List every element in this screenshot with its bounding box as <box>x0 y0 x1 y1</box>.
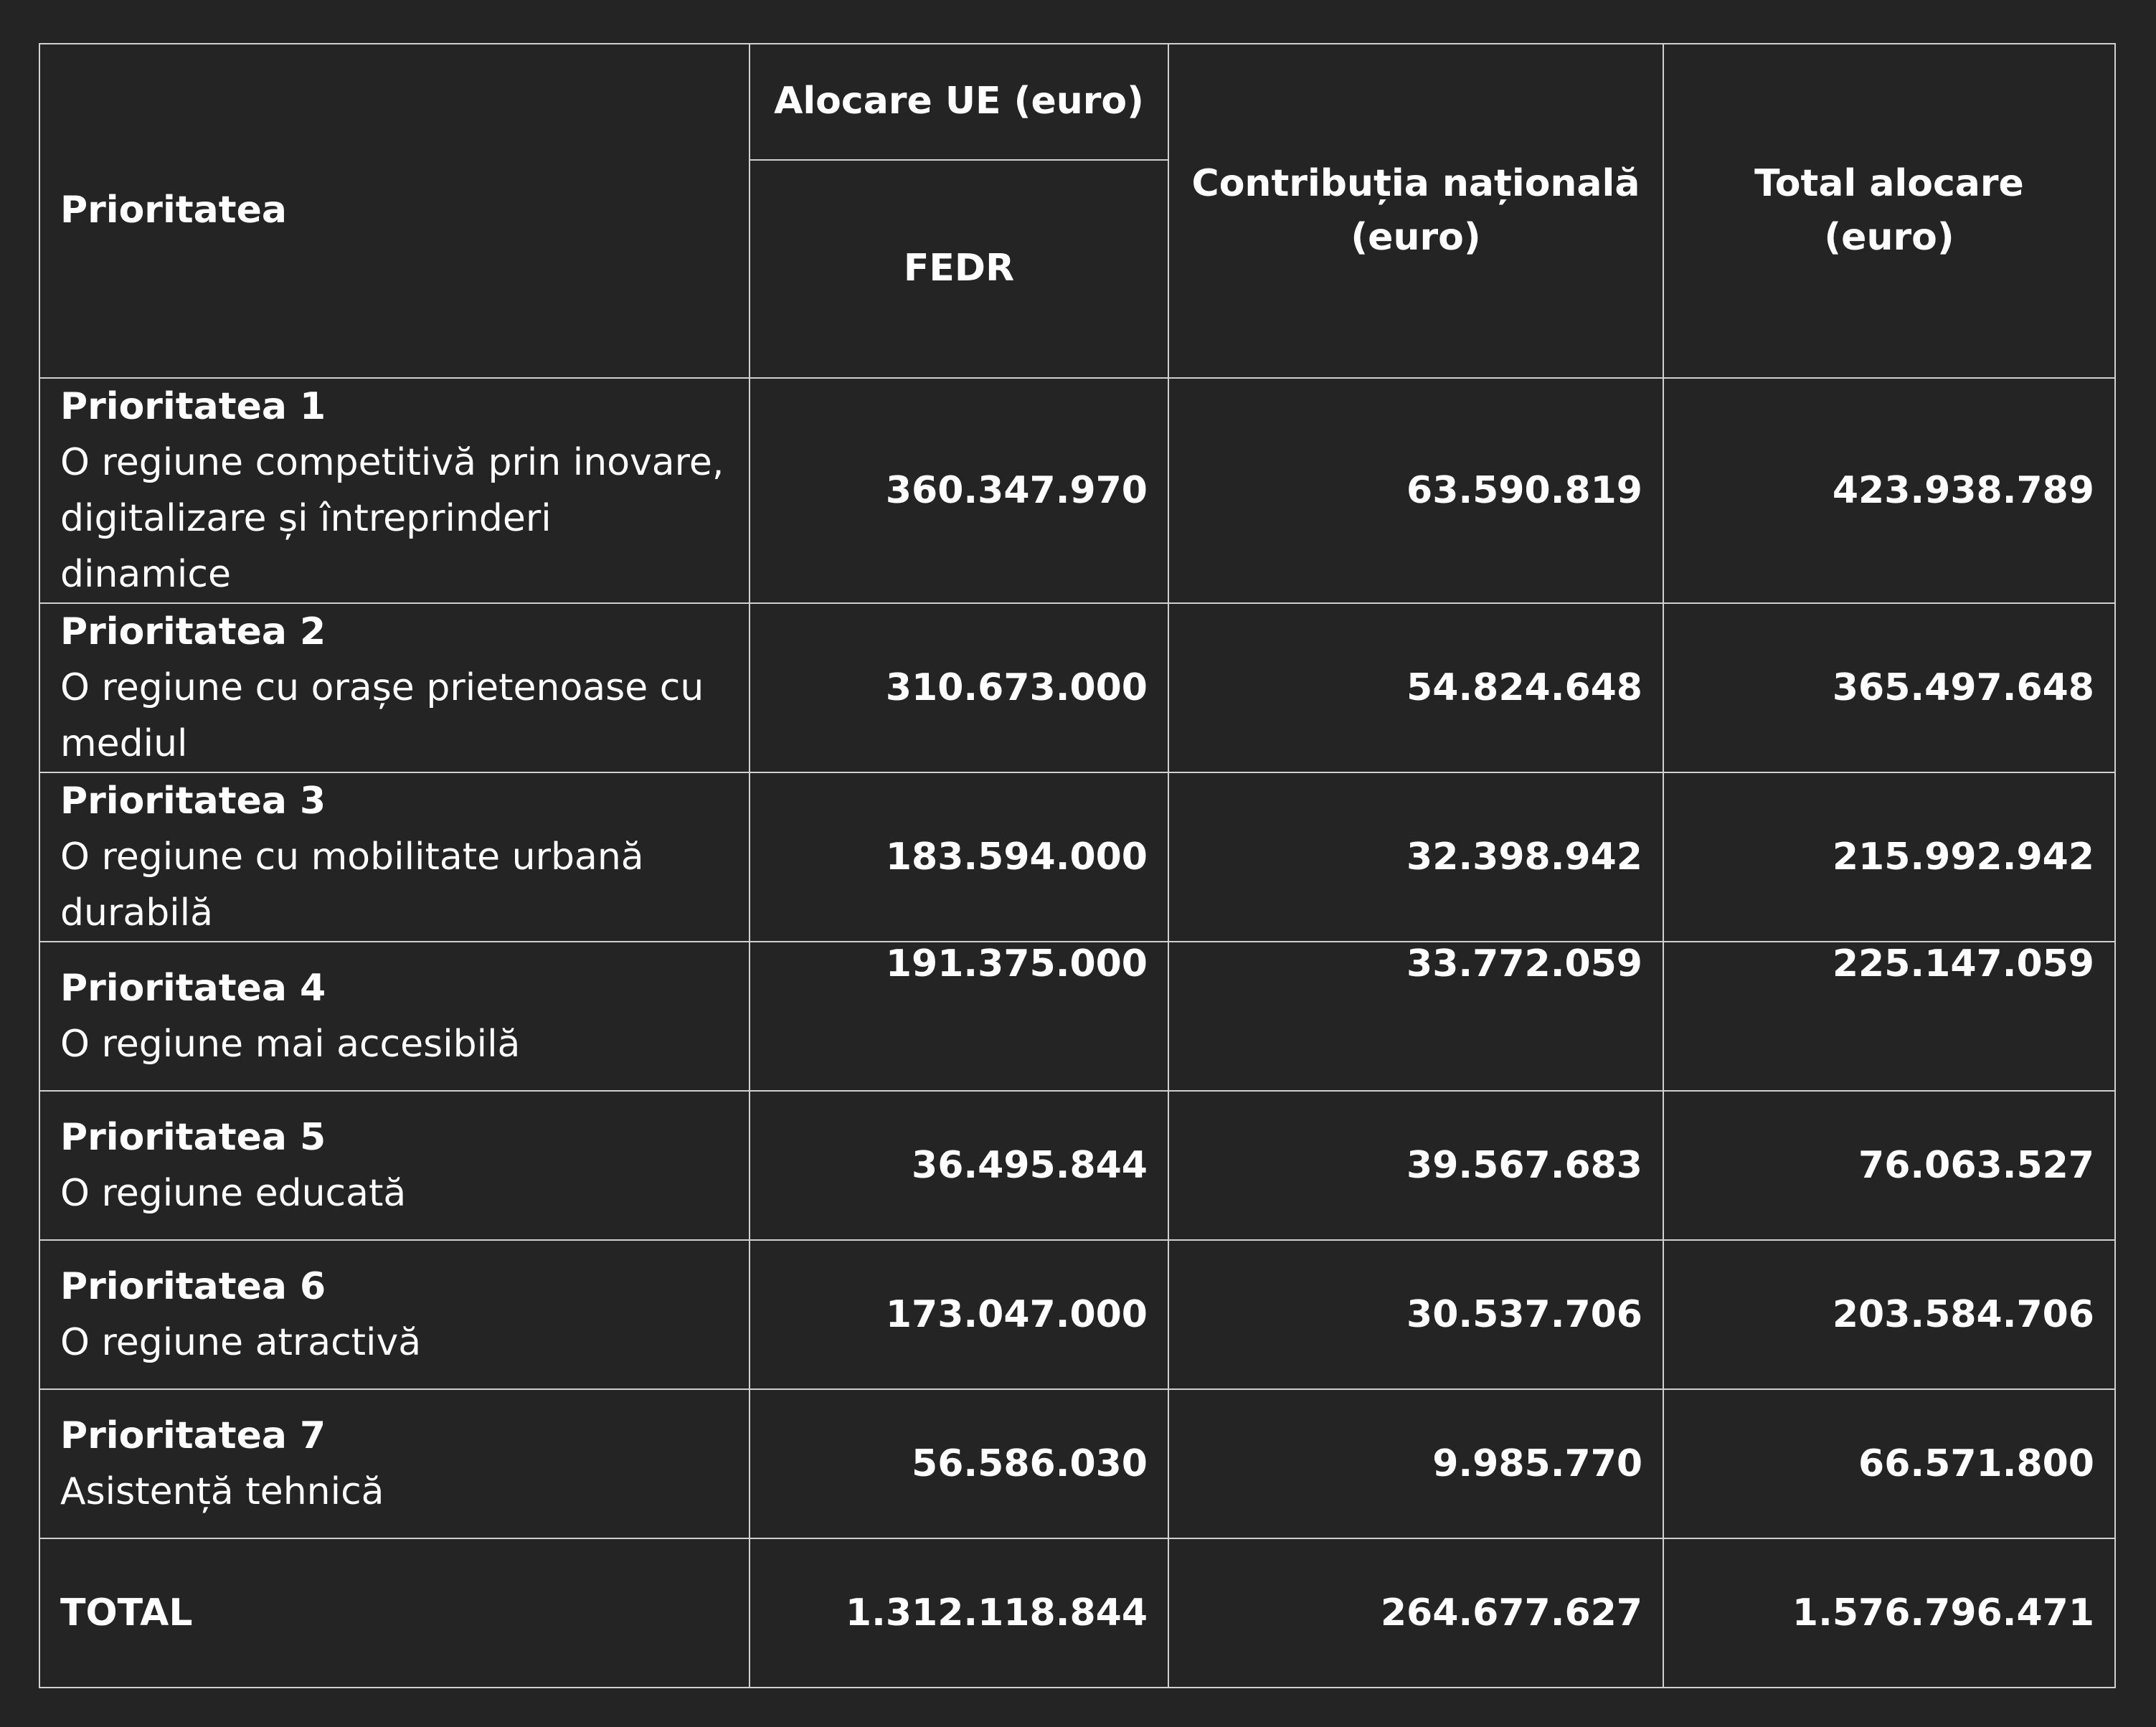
table-row-total <box>39 1538 2115 1688</box>
priority-title: Prioritatea 5 <box>60 1116 326 1159</box>
header-priority: Prioritatea <box>39 44 750 378</box>
allocation-table <box>39 43 2116 1688</box>
table-row <box>39 1389 2115 1538</box>
national-value: 33.772.059 <box>1168 942 1663 1091</box>
priority-title: Prioritatea 2 <box>60 610 326 653</box>
priority-cell <box>39 942 750 1091</box>
priority-title: Prioritatea 1 <box>60 385 326 428</box>
header-national-contribution: Contribuția națională (euro) <box>1168 44 1663 378</box>
table-row <box>39 772 2115 942</box>
priority-title: Prioritatea 4 <box>60 967 326 1010</box>
total-label: TOTAL <box>39 1538 750 1688</box>
priority-cell <box>39 378 750 603</box>
priority-cell <box>39 1091 750 1240</box>
table-row <box>39 378 2115 603</box>
priority-description: O regiune cu mobilitate urbană durabilă <box>60 836 644 935</box>
priority-description: Asistență tehnică <box>60 1470 384 1513</box>
priority-cell <box>39 1240 750 1389</box>
priority-cell <box>39 772 750 942</box>
header-fedr: FEDR <box>750 160 1168 378</box>
total-value: 225.147.059 <box>1663 942 2115 1091</box>
priority-description: O regiune educată <box>60 1172 407 1215</box>
header-eu-allocation: Alocare UE (euro) <box>750 44 1168 160</box>
total-value: 66.571.800 <box>1663 1389 2115 1538</box>
priority-description: O regiune atractivă <box>60 1321 422 1364</box>
total-value: 423.938.789 <box>1663 378 2115 603</box>
national-value: 32.398.942 <box>1168 772 1663 942</box>
table-row <box>39 1240 2115 1389</box>
header-total-allocation: Total alocare (euro) <box>1663 44 2115 378</box>
national-value: 39.567.683 <box>1168 1091 1663 1240</box>
priority-title: Prioritatea 3 <box>60 780 326 823</box>
fedr-value: 183.594.000 <box>750 772 1168 942</box>
national-value: 54.824.648 <box>1168 603 1663 772</box>
table-row <box>39 942 2115 1091</box>
fedr-value: 173.047.000 <box>750 1240 1168 1389</box>
priority-cell <box>39 603 750 772</box>
total-national-value: 264.677.627 <box>1168 1538 1663 1688</box>
priority-cell <box>39 1389 750 1538</box>
priority-title: Prioritatea 6 <box>60 1265 326 1308</box>
total-value: 215.992.942 <box>1663 772 2115 942</box>
fedr-value: 360.347.970 <box>750 378 1168 603</box>
priority-title: Prioritatea 7 <box>60 1414 326 1457</box>
table-body <box>39 378 2115 1688</box>
grand-total-value: 1.576.796.471 <box>1663 1538 2115 1688</box>
national-value: 30.537.706 <box>1168 1240 1663 1389</box>
total-fedr-value: 1.312.118.844 <box>750 1538 1168 1688</box>
national-value: 9.985.770 <box>1168 1389 1663 1538</box>
national-value: 63.590.819 <box>1168 378 1663 603</box>
priority-description: O regiune mai accesibilă <box>60 1023 521 1066</box>
total-value: 203.584.706 <box>1663 1240 2115 1389</box>
fedr-value: 310.673.000 <box>750 603 1168 772</box>
table-header <box>39 44 2115 378</box>
fedr-value: 36.495.844 <box>750 1091 1168 1240</box>
fedr-value: 191.375.000 <box>750 942 1168 1091</box>
priority-description: O regiune cu orașe prietenoase cu mediul <box>60 666 704 765</box>
total-value: 365.497.648 <box>1663 603 2115 772</box>
fedr-value: 56.586.030 <box>750 1389 1168 1538</box>
table-row <box>39 603 2115 772</box>
total-value: 76.063.527 <box>1663 1091 2115 1240</box>
priority-description: O regiune competitivă prin inovare, digitalizare și întreprinderi dinamice <box>60 441 724 596</box>
table-row <box>39 1091 2115 1240</box>
